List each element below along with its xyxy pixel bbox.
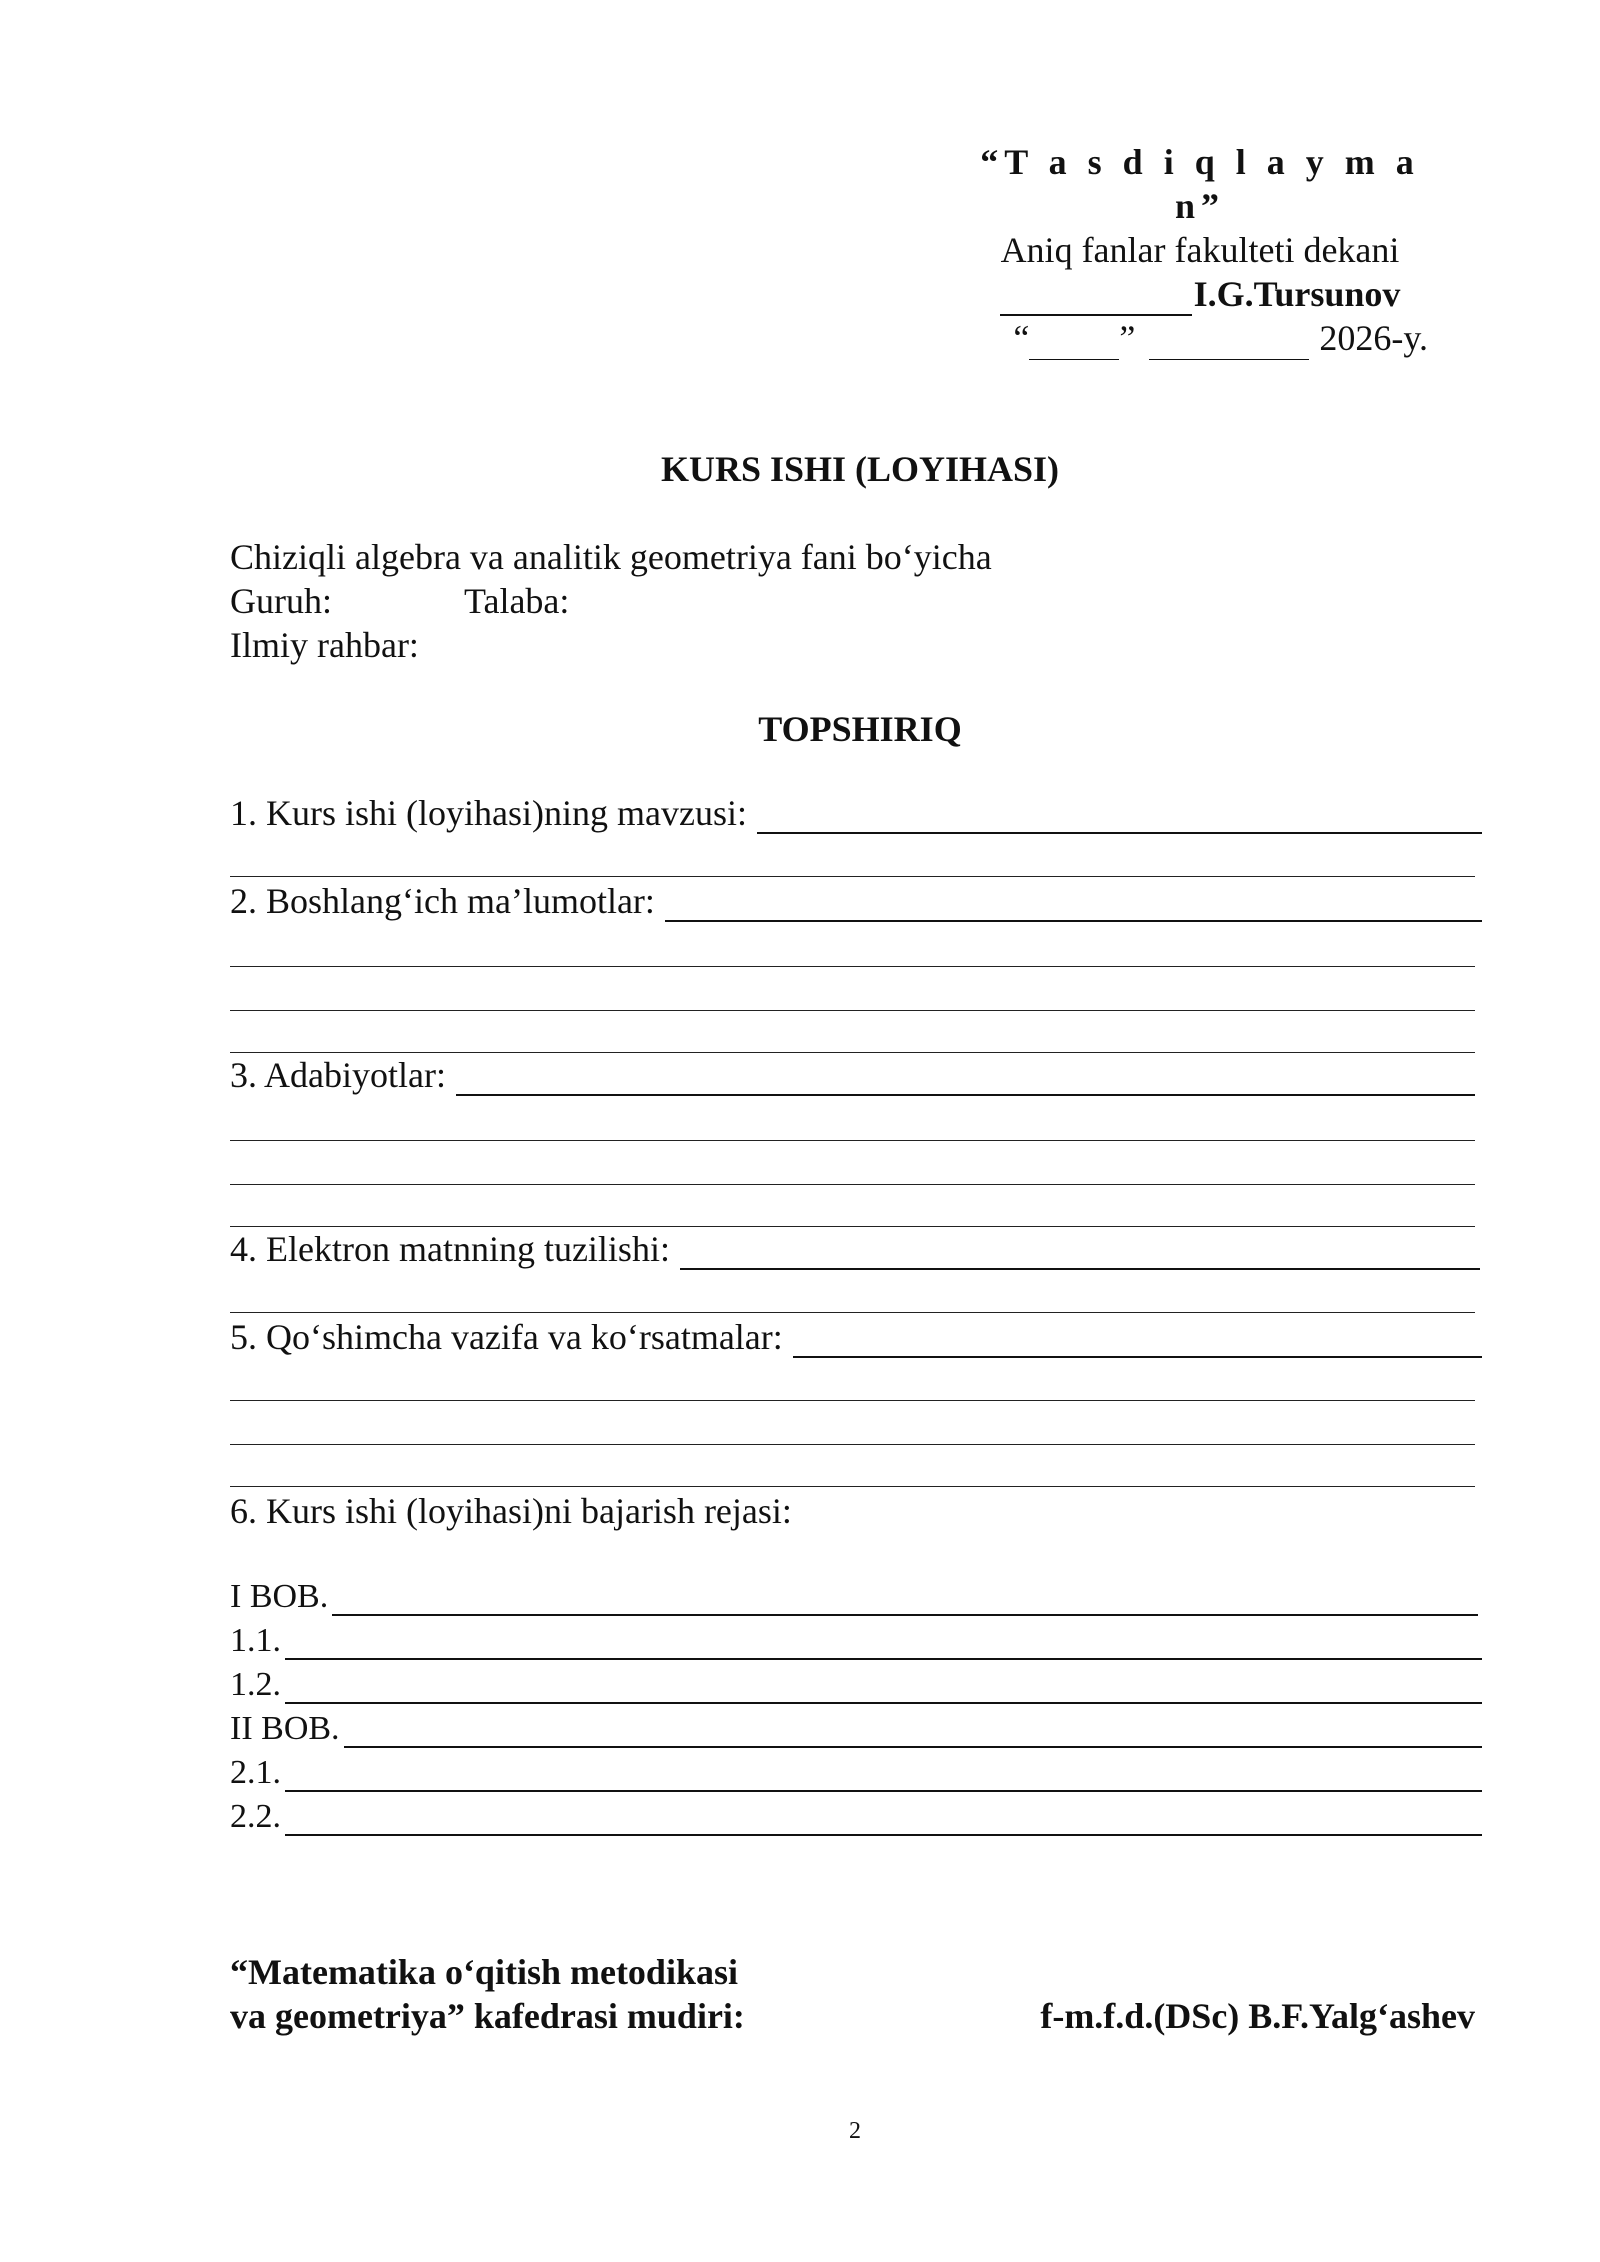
page-number: 2 [849,2118,861,2144]
document-title: KURS ISHI (LOYIHASI) [660,449,1060,489]
plan-1-1-line[interactable] [285,1628,1482,1660]
approval-name: I.G.Tursunov [1193,274,1401,314]
initial-data-line-2[interactable] [230,966,1475,967]
additional-tasks-line-4[interactable] [230,1486,1475,1487]
additional-tasks-label: 5. Qo‘shimcha vazifa va ko‘rsatmalar: [230,1317,783,1357]
info-block [230,535,992,667]
literature-label: 3. Adabiyotlar: [230,1055,446,1095]
initial-data-line-3[interactable] [230,1010,1475,1011]
department-line-2: va geometriya” kafedrasi mudiri: [230,1996,745,2036]
group-label: Guruh: [230,581,332,621]
topic-label: 1. Kurs ishi (loyihasi)ning mavzusi: [230,793,747,833]
student-label: Talaba: [464,581,570,621]
date-open-quote: “ [1013,318,1030,358]
additional-tasks-input-line[interactable] [793,1320,1482,1358]
literature-field [230,1054,1475,1096]
plan-field [230,1490,792,1532]
plan-1-1-label: 1.1. [230,1622,281,1659]
plan-1-2-label: 1.2. [230,1666,281,1703]
plan-row-2-1 [230,1754,1482,1792]
plan-ch1-line[interactable] [332,1584,1478,1616]
department-head-name: f-m.f.d.(DSc) B.F.Yalg‘ashev [1040,1996,1475,2036]
plan-2-2-line[interactable] [285,1804,1482,1836]
plan-1-2-line[interactable] [285,1672,1482,1704]
date-close-quote: ” [1119,318,1136,358]
footer-signature-block [230,1950,1475,2038]
initial-data-field [230,880,1482,922]
month-blank[interactable] [1149,327,1309,360]
topic-input-line[interactable] [757,796,1482,834]
electronic-structure-label: 4. Elektron matnning tuzilishi: [230,1229,670,1269]
subject-line: Chiziqli algebra va analitik geometriya fani bo‘yicha [230,537,992,577]
literature-line-4[interactable] [230,1226,1475,1227]
plan-ch2-label: II BOB. [230,1710,340,1747]
initial-data-label: 2. Boshlang‘ich ma’lumotlar: [230,881,655,921]
supervisor-label: Ilmiy rahbar: [230,625,419,665]
additional-tasks-line-2[interactable] [230,1400,1475,1401]
electronic-structure-field [230,1228,1480,1270]
signature-line[interactable] [1000,280,1192,316]
approval-block [960,140,1440,360]
plan-row-2-2 [230,1798,1482,1836]
plan-row-1-2 [230,1666,1482,1704]
plan-ch1-label: I BOB. [230,1578,329,1615]
plan-row-ch2 [230,1710,1482,1748]
department-line-1: “Matematika o‘qitish metodikasi [230,1952,738,1992]
additional-tasks-field [230,1316,1482,1358]
plan-row-ch1 [230,1578,1478,1616]
approval-year: 2026-y. [1319,318,1428,358]
plan-2-1-label: 2.1. [230,1754,281,1791]
topic-extra-line[interactable] [230,876,1475,877]
plan-2-1-line[interactable] [285,1760,1482,1792]
literature-line-3[interactable] [230,1184,1475,1185]
additional-tasks-line-3[interactable] [230,1444,1475,1445]
approval-title: “T a s d i q l a y m a n” [980,142,1420,226]
electronic-structure-input-line[interactable] [680,1232,1480,1270]
literature-line-2[interactable] [230,1140,1475,1141]
plan-label: 6. Kurs ishi (loyihasi)ni bajarish rejasi: [230,1491,792,1531]
topic-field [230,792,1482,834]
plan-row-1-1 [230,1622,1482,1660]
plan-ch2-line[interactable] [344,1716,1482,1748]
day-blank[interactable] [1029,327,1119,360]
task-title: TOPSHIRIQ [758,709,962,749]
initial-data-line-4[interactable] [230,1052,1475,1053]
literature-input-line[interactable] [456,1058,1475,1096]
electronic-structure-line-2[interactable] [230,1312,1475,1313]
plan-2-2-label: 2.2. [230,1798,281,1835]
approval-position: Aniq fanlar fakulteti dekani [1000,230,1400,270]
initial-data-input-line[interactable] [665,884,1482,922]
approval-date-row [960,316,1440,360]
